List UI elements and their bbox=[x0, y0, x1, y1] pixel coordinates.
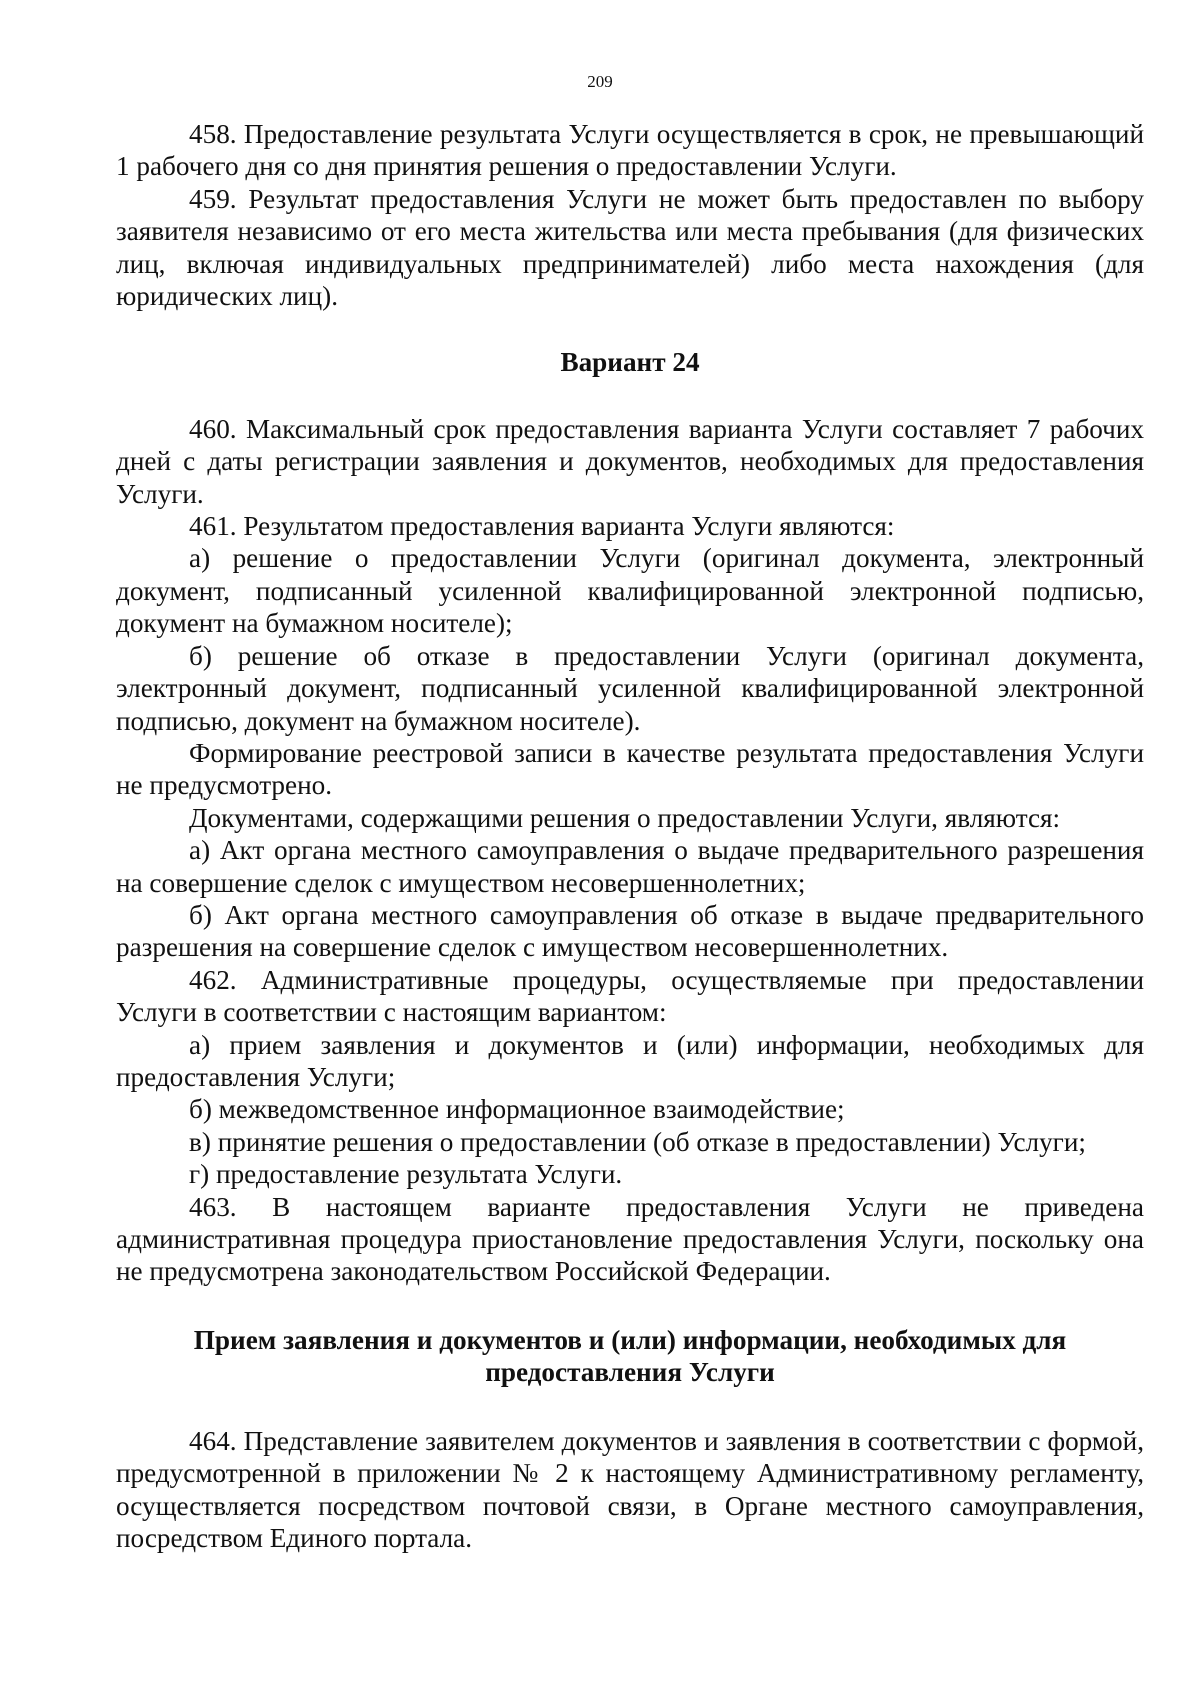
paragraph-462: 462. Административные процедуры, осуществляемые при предоставлении Услуги в соответствии с настоящим вариантом: bbox=[116, 964, 1144, 1028]
list-item-462b: б) межведомственное информационное взаимодействие; bbox=[189, 1094, 845, 1125]
heading-section-line-1: Прием заявления и документов и (или) информации, необходимых для bbox=[193, 1324, 1067, 1355]
paragraph-463: 463. В настоящем варианте предоставления Услуги не приведена административная процедура приостановление предоставления Услуги, поскольку она не предусмотрена законодательством Российской Федерации. bbox=[116, 1191, 1144, 1287]
paragraph-registry-record: Формирование реестровой записи в качестве результата предоставления Услуги не предусмотрено. bbox=[116, 737, 1144, 801]
list-item-461b: б) решение об отказе в предоставлении Услуги (оригинал документа, электронный документ, подписанный усиленной квалифицированной электронной подписью, документ на бумажном носителе). bbox=[116, 640, 1144, 736]
paragraph-464: 464. Представление заявителем документов и заявления в соответствии с формой, предусмотренной в приложении № 2 к настоящему Административному регламенту, осуществляется посредством почтовой связи, в Органе местного самоуправления, посредством Единого портала. bbox=[116, 1425, 1144, 1554]
heading-section-line-2: предоставления Услуги bbox=[485, 1356, 775, 1387]
list-item-462g: г) предоставление результата Услуги. bbox=[189, 1159, 623, 1190]
document-body bbox=[116, 118, 1144, 1554]
list-item-docs-a: а) Акт органа местного самоуправления о выдаче предварительного разрешения на совершение сделок с имуществом несовершеннолетних; bbox=[116, 835, 1144, 898]
list-item-461a: а) решение о предоставлении Услуги (оригинал документа, электронный документ, подписанный усиленной квалифицированной электронной подписью, документ на бумажном носителе); bbox=[116, 543, 1144, 639]
page-number: 209 bbox=[587, 72, 613, 91]
heading-variant-24: Вариант 24 bbox=[560, 347, 700, 378]
paragraph-461: 461. Результатом предоставления варианта Услуги являются: bbox=[189, 511, 895, 542]
list-item-docs-b: б) Акт органа местного самоуправления об отказе в выдаче предварительного разрешения на совершение сделок с имуществом несовершеннолетних. bbox=[116, 899, 1144, 963]
paragraph-decision-documents: Документами, содержащими решения о предоставлении Услуги, являются: bbox=[189, 802, 1061, 833]
paragraph-458: 458. Предоставление результата Услуги осуществляется в срок, не превышающий 1 рабочего дня со дня принятия решения о предоставлении Услуги. bbox=[116, 119, 1144, 182]
list-item-462v: в) принятие решения о предоставлении (об отказе в предоставлении) Услуги; bbox=[189, 1126, 1086, 1157]
list-item-462a: а) прием заявления и документов и (или) информации, необходимых для предоставления Услуги; bbox=[116, 1029, 1144, 1092]
paragraph-459: 459. Результат предоставления Услуги не может быть предоставлен по выбору заявителя независимо от его места жительства или места пребывания (для физических лиц, включая индивидуальных предпринимателей) либо места нахождения (для юридических лиц). bbox=[116, 183, 1144, 312]
paragraph-460: 460. Максимальный срок предоставления варианта Услуги составляет 7 рабочих дней с даты регистрации заявления и документов, необходимых для предоставления Услуги. bbox=[116, 413, 1144, 509]
heading-section-application bbox=[116, 1324, 1144, 1388]
